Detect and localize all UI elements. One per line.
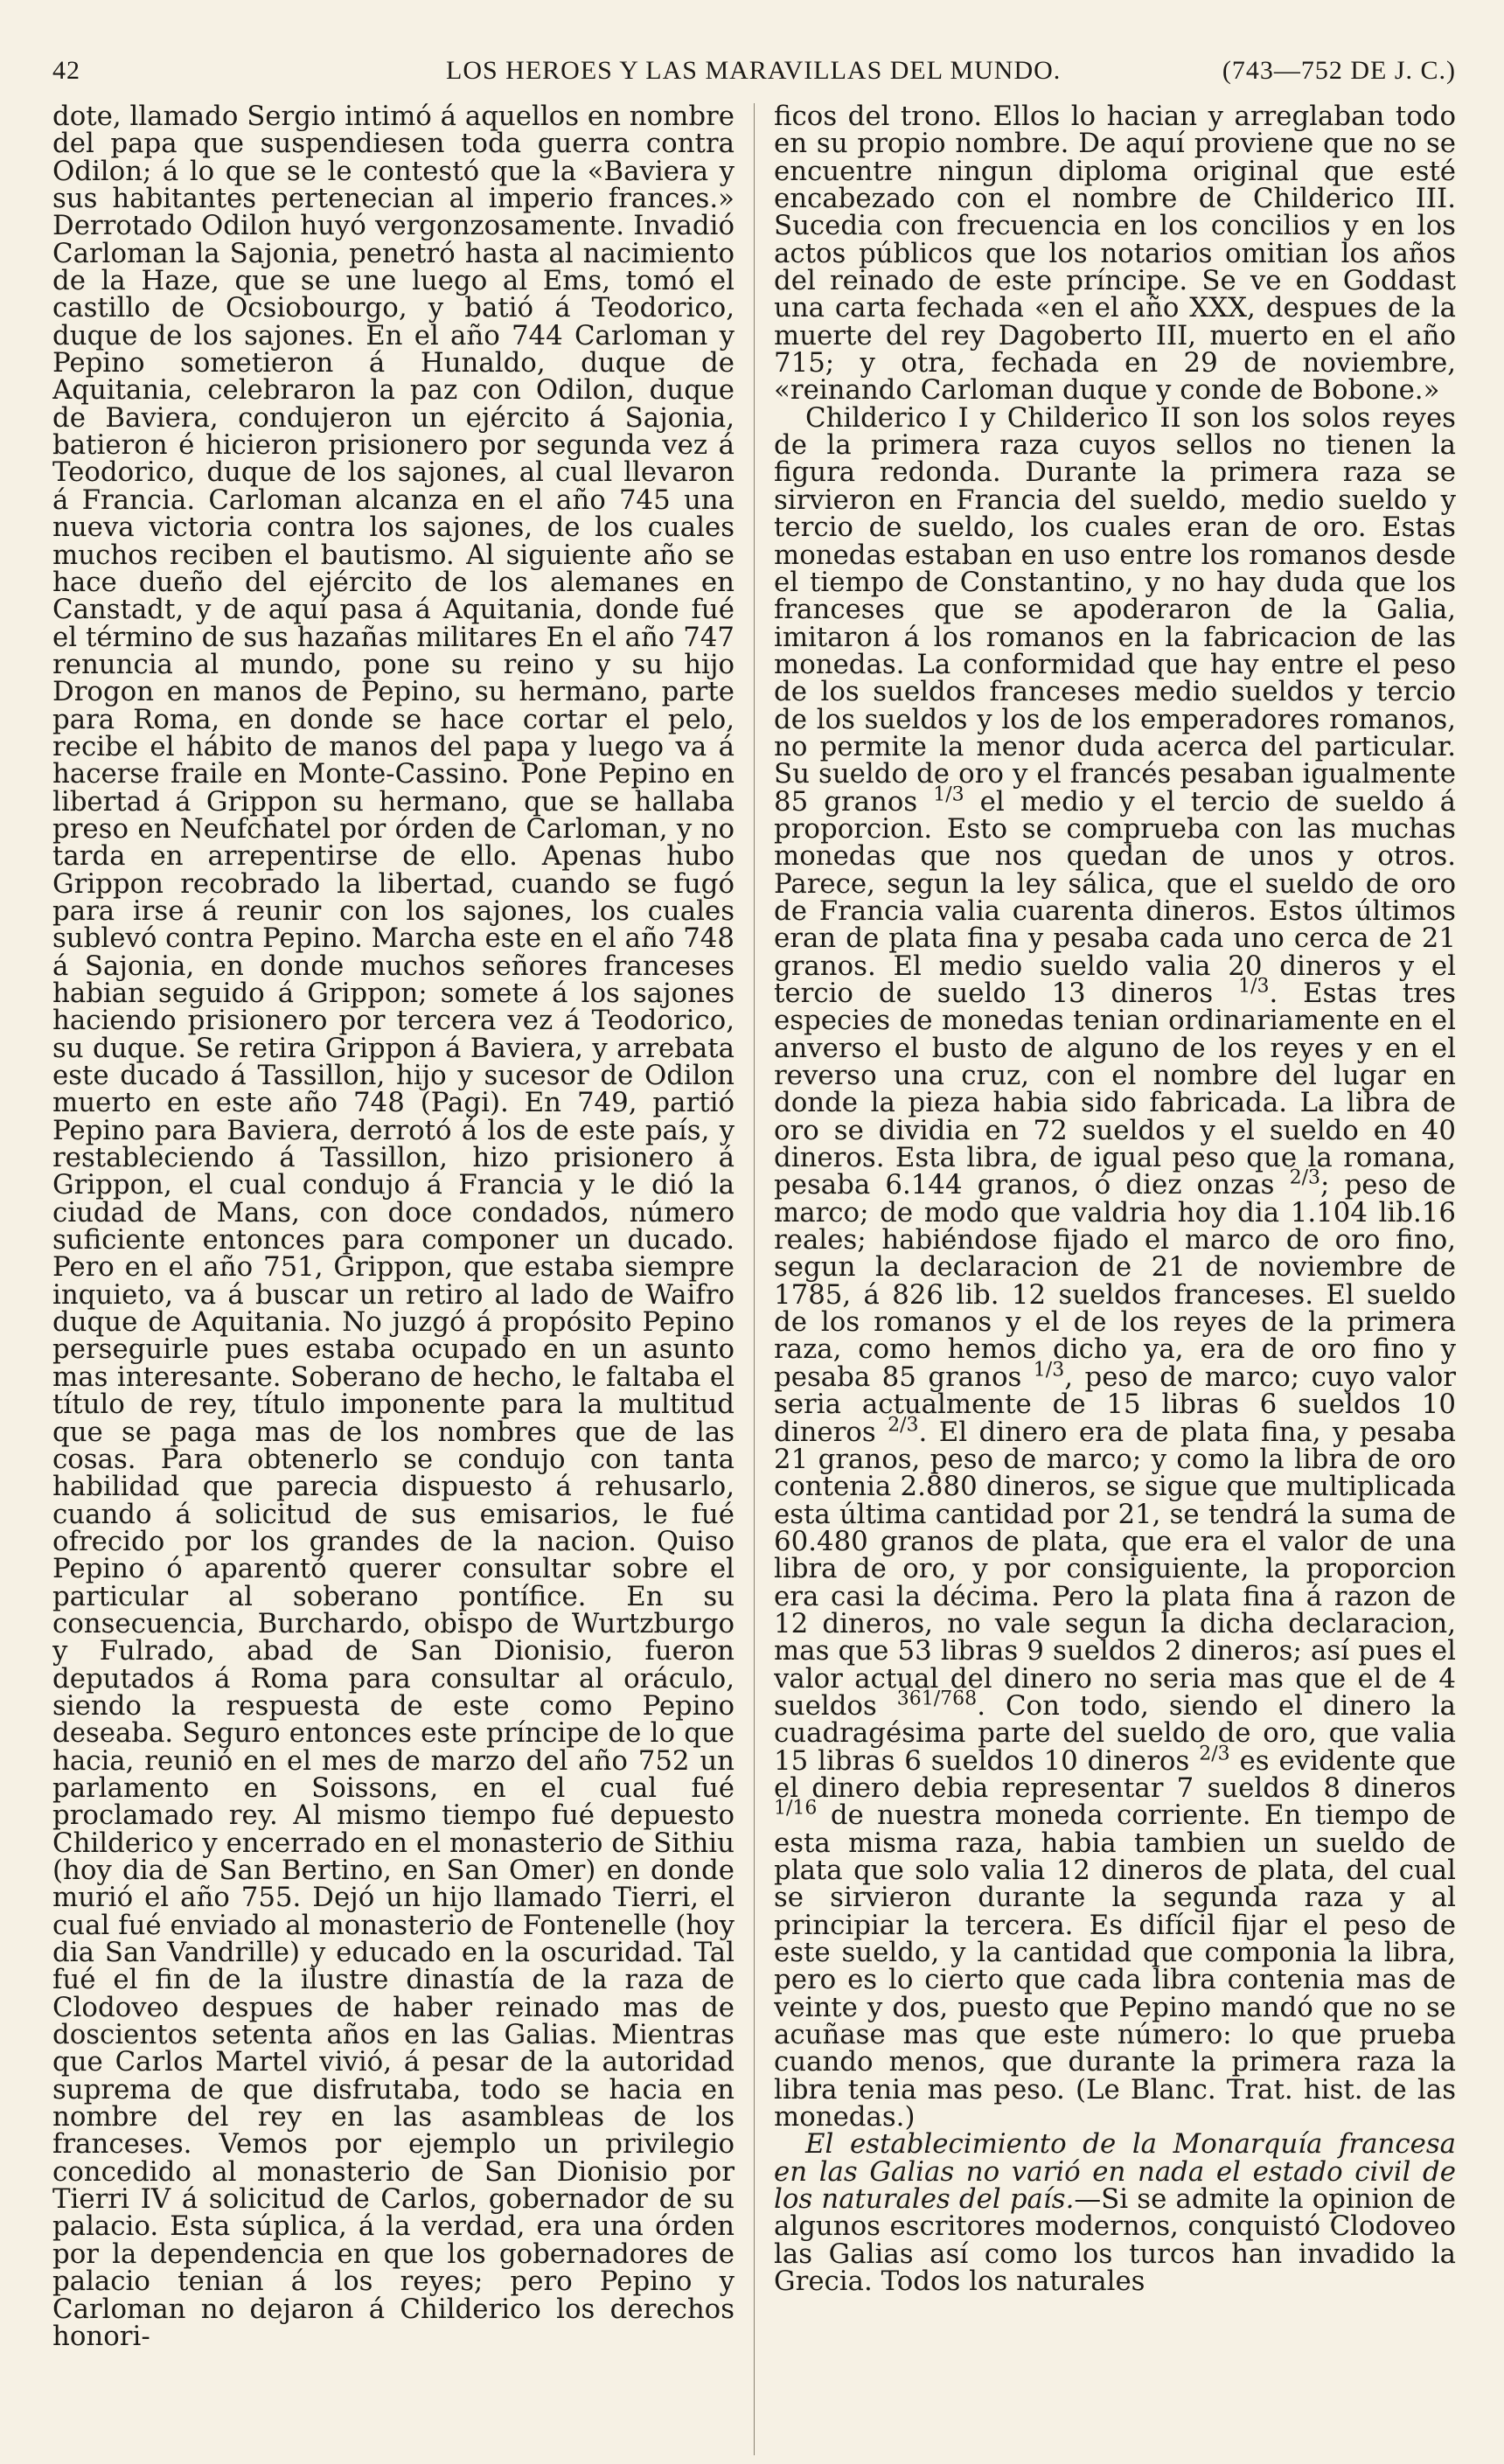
fraction: 1/16 [774, 1798, 818, 1820]
text-run: —Si se admite la opinion de algunos escritores modernos, conquistó Clodoveo las Galias así como los turcos han invadido la Grecia. Todos los naturales [774, 2183, 1456, 2298]
right-paragraph-2: Childerico I y Childerico II son los solos reyes de la primera raza cuyos sellos no tienen la figura redonda. Durante la primera raza se sirvieron en Francia del sueldo, medio sueldo y tercio de sueldo, los cuales eran de oro. Estas monedas estaban en uso entre los romanos desde el tiempo de Constantino, y no hay duda que los franceses que se apoderaron de la Galia, imitaron á los romanos en la fabricacion de las monedas. La conformidad que hay entre el peso de los sueldos franceses medio sueldos y tercio de los sueldos y los de los emperadores romanos, no permite la menor duda acerca del particular. Su sueldo de oro y el francés pesaban igualmente 85 granos $^{1/3}$ el medio y el tercio de sueldo á proporcion. Esto se comprueba con las muchas monedas que nos quedan de unos y otros. Parece, segun la ley sálica, que el sueldo de oro de Francia valia cuarenta dineros. Estos últimos eran de plata fina y pesaba cada uno cerca de 21 granos. El medio sueldo valia 20 dineros y el tercio de sueldo 13 dineros $^{1/3}$. Estas tres especies de monedas tenian ordinariamente en el anverso el busto de alguno de los reyes y en el reverso una cruz, con el nombre del lugar en donde la pieza habia sido fabricada. La libra de oro se dividia en 72 sueldos y el sueldo en 40 dineros. Esta libra, de igual peso que la romana, pesaba 6.144 granos, ó diez onzas $^{2/3}$; peso de marco; de modo que valdria hoy dia 1.104 lib.16 reales; habiéndose fijado el marco de oro fino, segun la declaracion de 21 de noviembre de 1785, á 826 lib. 12 sueldos franceses. El sueldo de los romanos y el de los reyes de la primera raza, como hemos dicho ya, era de oro fino y pesaba 85 granos $^{1/3}$, peso de marco; cuyo valor seria actualmente de 15 libras 6 sueldos 10 dineros $^{2/3}$. El dinero era de plata fina, y pesaba 21 granos, peso de marco; y como la libra de oro contenia 2.880 dineros, se sigue que multiplicada esta última cantidad por 21, se tendrá la suma de 60.480 granos de plata, que era el valor de una libra de oro, y por consiguiente, la proporcion era casi la décima. Pero la plata fina á razon de 12 dineros, no vale segun la dicha declaracion, mas que 53 libras 9 sueldos 2 dineros; así pues el valor actual del dinero no seria mas que el de 4 sueldos $^{361/768}$. Con todo, siendo el dinero la cuadragésima parte del sueldo de oro, que valia 15 libras 6 sueldos 10 dineros $^{2/3}$ es evidente que el dinero debia representar 7 sueldos 8 dineros $^{1/16}$ de nuestra moneda corriente. En tiempo de esta misma raza, habia tambien un sueldo de plata que solo valia 12 dineros de plata, del cual se sirvieron durante la segunda raza y al principiar la tercera. Es difícil fijar el peso de este sueldo, y la cantidad que componia la libra, pero es lo cierto que cada libra contenia mas de veinte y dos, puesto que Pepino mandó que no se acuñase mas que este número: lo que prueba cuando menos, que durante la primera raza la libra tenia mas peso. (Le Blanc. Trat. hist. de las monedas.) [774, 401, 1456, 2133]
fraction: 2/3 [888, 1414, 919, 1437]
text-run: El dinero era de plata fina, y pesaba 21 granos, peso de marco; y como la libra de oro contenia 2.880 dineros, se sigue que multiplicada esta última cantidad por 21, se tendrá la suma de 60.480 granos de plata, que era el valor de una libra de oro, y por consiguiente, la proporcion era casi la décima. Pero la plata fina á razon de 12 dineros, no vale segun la dicha declaracion, mas que 53 libras 9 sueldos 2 dineros; así pues el valor actual del dinero no seria mas que el de 4 sueldos [774, 1416, 1456, 1722]
text-run: de nuestra moneda corriente. En tiempo de esta misma raza, habia tambien un sueldo de plata que solo valia 12 dineros de plata, del cual se sirvieron durante la segunda raza y al principiar la tercera. Es difícil fijar el peso de este sueldo, y la cantidad que componia la libra, pero es lo cierto que cada libra contenia mas de veinte y dos, puesto que Pepino mandó que no se acuñase mas que este número: lo que prueba cuando menos, que durante la primera raza la libra tenia mas peso. (Le Blanc. Trat. hist. de las monedas.) [774, 1799, 1456, 2133]
text-run: Estas tres especies de monedas tenian ordinariamente en el anverso el busto de alguno de los reyes y en el reverso una cruz, con el nombre del lugar en donde la pieza habia sido fabricada. La libra de oro se dividia en 72 sueldos y el sueldo en 40 dineros. Esta libra, de igual peso que la romana, pesaba 6.144 granos, ó diez onzas [774, 978, 1456, 1201]
text-run: Childerico I y Childerico II son los solos reyes de la primera raza cuyos sellos no tienen la figura redonda. Durante la primera raza se sirvieron en Francia del sueldo, medio sueldo y tercio de sueldo, los cuales eran de oro. Estas monedas estaban en uso entre los romanos desde el tiempo de Constantino, y no hay duda que los franceses que se apoderaron de la Galia, imitaron á los romanos en la fabricacion de las monedas. La conformidad que hay entre el peso de los sueldos franceses medio sueldos y tercio de los sueldos y los de los emperadores romanos, no permite la menor duda acerca del particular. Su sueldo de oro y el francés pesaban igualmente 85 granos [774, 401, 1456, 818]
page-header [52, 52, 1456, 96]
date-range: (743—752 DE J. C.) [1222, 56, 1456, 85]
left-paragraph: dote, llamado Sergio intimó á aquellos en nombre del papa que suspendiesen toda guerra contra Odilon; á lo que se le contestó que la «Baviera y sus habitantes pertenecian al imperio frances.» Derrotado Odilon huyó vergonzosamente. Invadió Carloman la Sajonia, penetró hasta al nacimiento de la Haze, que se une luego al Ems, tomó el castillo de Ocsiobourgo, y batió á Teodorico, duque de los sajones. En el año 744 Carloman y Pepino sometieron á Hunaldo, duque de Aquitania, celebraron la paz con Odilon, duque de Baviera, condujeron un ejército á Sajonia, batieron é hicieron prisionero por segunda vez á Teodorico, duque de los sajones, al cual llevaron á Francia. Carloman alcanza en el año 745 una nueva victoria contra los sajones, de los cuales muchos reciben el bautismo. Al siguiente año se hace dueño del ejército de los alemanes en Canstadt, y de aquí pasa á Aquitania, donde fué el término de sus hazañas militares En el año 747 renuncia al mundo, pone su reino y su hijo Drogon en manos de Pepino, su hermano, parte para Roma, en donde se hace cortar el pelo, recibe el hábito de manos del papa y luego va á hacerse fraile en Monte-Cassino. Pone Pepino en libertad á Grippon su hermano, que se hallaba preso en Neufchatel por órden de Carloman, y no tarda en arrepentirse de ello. Apenas hubo Grippon recobrado la libertad, cuando se fugó para irse á reunir con los sajones, los cuales sublevó contra Pepino. Marcha este en el año 748 á Sajonia, en donde muchos señores franceses habian seguido á Grippon; somete á los sajones haciendo prisionero por tercera vez á Teodorico, su duque. Se retira Grippon á Baviera, y arrebata este ducado á Tassillon, hijo y sucesor de Odilon muerto en este año 748 (Pagi). En 749, partió Pepino para Baviera, derrotó á los de este país, y restableciendo á Tassillon, hizo prisionero á Grippon, el cual condujo á Francia y le dió la ciudad de Mans, con doce condados, número suficiente entonces para componer un ducado. Pero en el año 751, Grippon, que estaba siempre inquieto, va á buscar un retiro al lado de Waifro duque de Aquitania. No juzgó á propósito Pepino perseguirle pues estaba ocupado en un asunto mas interesante. Soberano de hecho, le faltaba el título de rey, título imponente para la multitud que se paga mas de los nombres que de las cosas. Para obtenerlo se condujo con tanta habilidad que parecia dispuesto á rehusarlo, cuando á solicitud de sus emisarios, le fué ofrecido por los grandes de la nacion. Quiso Pepino ó aparentó querer consultar sobre el particular al soberano pontífice. En su consecuencia, Burchardo, obispo de Wurtzburgo y Fulrado, abad de San Dionisio, fueron deputados á Roma para consultar al oráculo, siendo la respuesta de este como Pepino deseaba. Seguro entonces este príncipe de lo que hacia, reunió en el mes de marzo del año 752 un parlamento en Soissons, en el cual fué proclamado rey. Al mismo tiempo fué depuesto Childerico y encerrado en el monasterio de Sithiu (hoy dia de San Bertino, en San Omer) en donde murió el año 755. Dejó un hijo llamado Tierri, el cual fué enviado al monasterio de Fontenelle (hoy dia San Vandrille) y educado en la oscuridad. Tal fué el fin de la ilustre dinastía de la raza de Clodoveo despues de haber reinado mas de doscientos setenta años en las Galias. Mientras que Carlos Martel vivió, á pesar de la autoridad suprema de que disfrutaba, todo se hacia en nombre del rey en las asambleas de los franceses. Vemos por ejemplo un privilegio concedido al monasterio de San Dionisio por Tierri IV á solicitud de Carlos, gobernador de su palacio. Esta súplica, á la verdad, era una órden por la dependencia en que los gobernadores de palacio tenian á los reyes; pero Pepino y Carloman no dejaron á Childerico los derechos honori- [52, 103, 735, 2352]
running-title: LOS HEROES Y LAS MARAVILLAS DEL MUNDO. [446, 56, 1062, 85]
left-column [52, 103, 735, 2447]
text-run: . Con todo, siendo el dinero la cuadragésima parte del sueldo de oro, que valia 15 libras 6 sueldos 10 dineros [774, 1689, 1456, 1777]
fraction: 1/3 [1033, 1359, 1065, 1382]
right-paragraph-1: ficos del trono. Ellos lo hacian y arreglaban todo en su propio nombre. De aquí proviene que no se encuentre ningun diploma original que esté encabezado con el nombre de Childerico III. Sucedia con frecuencia en los concilios y en los actos públicos que los notarios omitian los años del reinado de este príncipe. Se ve en Goddast una carta fechada «en el año XXX, despues de la muerte del rey Dagoberto III, muerto en el año 715; y otra, fechada en 29 de noviembre, «reinando Carloman duque y conde de Bobone.» [774, 103, 1456, 407]
text-run: , peso de marco; cuyo valor seria actualmente de 15 libras 6 sueldos 10 dineros [774, 1361, 1456, 1448]
fraction: 2/3 [1289, 1167, 1321, 1190]
fraction: 1/3 [1238, 975, 1270, 998]
column-divider [754, 103, 755, 2455]
text-run: el medio y el tercio de sueldo á proporcion. Esto se comprueba con las muchas monedas que nos quedan de unos y otros. Parece, segun la ley sálica, que el sueldo de oro de Francia valia cuarenta dineros. Estos últimos eran de plata fina y pesaba cada uno cerca de 21 granos. El medio sueldo valia 20 dineros y el tercio de sueldo 13 dineros [774, 785, 1456, 1009]
right-paragraph-3 [774, 2128, 1456, 2298]
fraction: 361/768 [896, 1688, 978, 1710]
right-column [774, 103, 1456, 2447]
italic-heading: El establecimiento de la Monarquía francesa en las Galias no varió en nada el estado civil de los naturales del país. [774, 2128, 1456, 2216]
text-run: ; peso de marco; de modo que valdria hoy dia 1.104 lib.16 reales; habiéndose fijado el marco de oro fino, segun la declaracion de 21 de noviembre de 1785, á 826 lib. 12 sueldos franceses. El sueldo de los romanos y el de los reyes de la primera raza, como hemos dicho ya, era de oro fino y pesaba 85 granos [774, 1169, 1456, 1393]
text-run: es evidente que el dinero debia representar 7 sueldos 8 dineros [774, 1744, 1456, 1804]
fraction: 2/3 [1199, 1743, 1230, 1765]
page-number: 42 [52, 56, 80, 85]
fraction: 1/3 [933, 783, 964, 806]
